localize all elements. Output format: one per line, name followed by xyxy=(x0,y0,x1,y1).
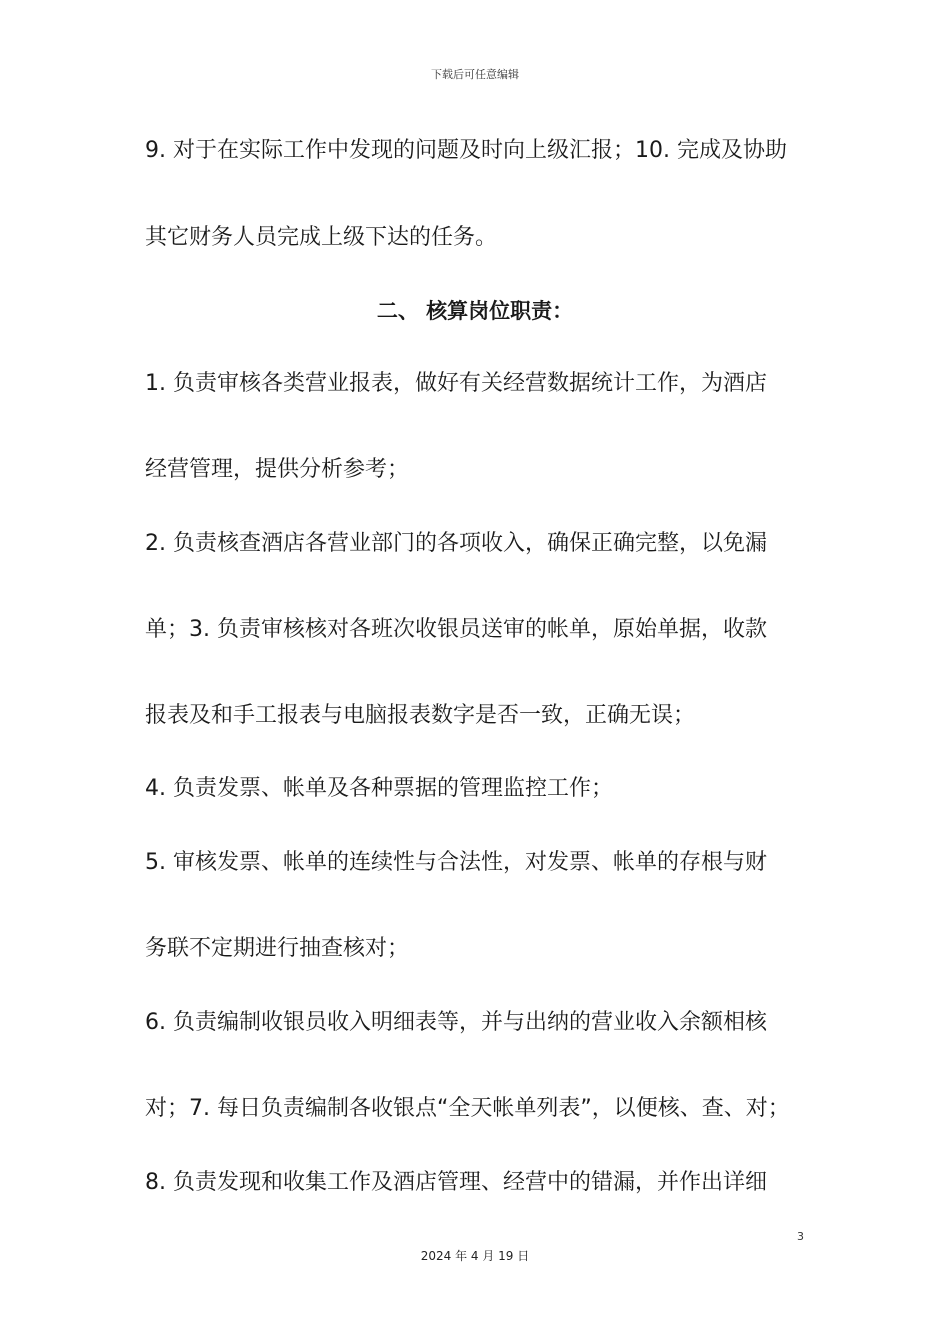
body-line-4: 经营管理，提供分析参考； xyxy=(145,457,410,482)
body-line-9: 5. 审核发票、帐单的连续性与合法性，对发票、帐单的存根与财 xyxy=(145,850,767,875)
body-line-10: 务联不定期进行抽查核对； xyxy=(145,936,410,961)
page-number: 3 xyxy=(797,1230,804,1243)
header-note: 下载后可任意编辑 xyxy=(431,68,519,81)
body-line-5: 2. 负责核查酒店各营业部门的各项收入，确保正确完整，以免漏 xyxy=(145,531,767,556)
body-line-12: 对；7. 每日负责编制各收银点“全天帐单列表”，以便核、查、对； xyxy=(145,1096,790,1121)
body-line-3: 1. 负责审核各类营业报表，做好有关经营数据统计工作，为酒店 xyxy=(145,371,767,396)
body-line-2: 其它财务人员完成上级下达的任务。 xyxy=(145,225,498,250)
body-line-6: 单；3. 负责审核核对各班次收银员送审的帐单，原始单据，收款 xyxy=(145,617,767,642)
footer-date: 2024 年 4 月 19 日 xyxy=(420,1249,530,1263)
body-line-7: 报表及和手工报表与电脑报表数字是否一致，正确无误； xyxy=(145,703,696,728)
body-line-13: 8. 负责发现和收集工作及酒店管理、经营中的错漏，并作出详细 xyxy=(145,1170,767,1195)
body-line-11: 6. 负责编制收银员收入明细表等，并与出纳的营业收入余额相核 xyxy=(145,1010,767,1035)
body-line-8: 4. 负责发票、帐单及各种票据的管理监控工作； xyxy=(145,776,613,801)
section-heading: 二、 核算岗位职责： xyxy=(376,299,574,323)
body-line-1: 9. 对于在实际工作中发现的问题及时向上级汇报；10. 完成及协助 xyxy=(145,138,787,163)
